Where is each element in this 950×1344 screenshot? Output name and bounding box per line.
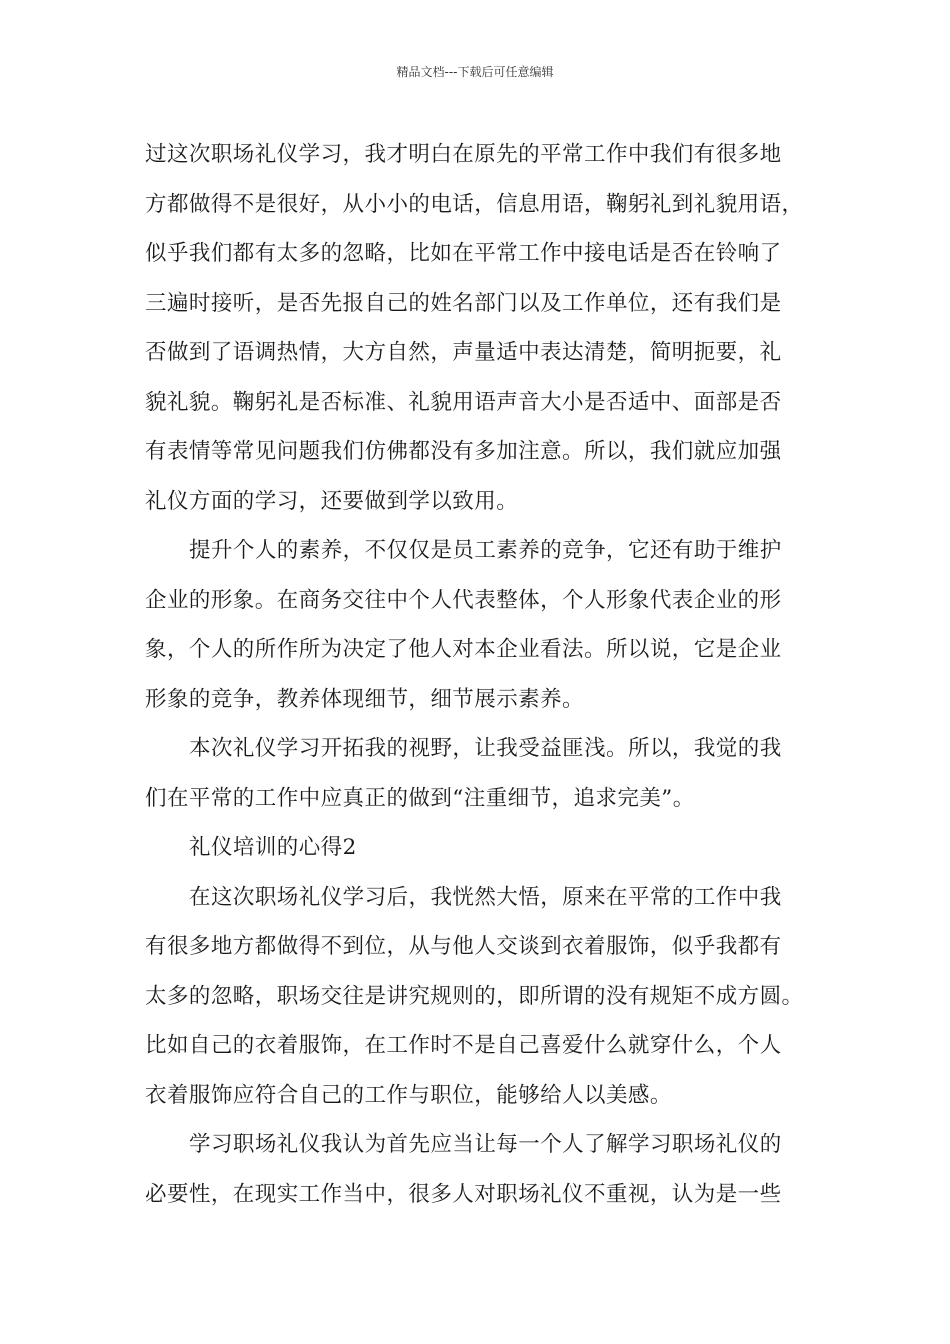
text-line: 们在平常的工作中应真正的做到“注重细节，追求完美”。: [145, 785, 695, 811]
text-line: 三遍时接听，是否先报自己的姓名部门以及工作单位，还有我们是: [145, 290, 782, 316]
section-heading: 礼仪培训的心得2: [189, 835, 357, 860]
text-line: 比如自己的衣着服饰，在工作时不是自己喜爱什么就穿什么，个人: [145, 1033, 782, 1058]
text-line: 象，个人的所作所为决定了他人对本企业看法。所以说，它是企业: [145, 637, 782, 662]
paragraph-start-line: 学习职场礼仪我认为首先应当让每一个人了解学习职场礼仪的: [189, 1132, 782, 1157]
text-line: 礼仪方面的学习，还要做到学以致用。: [145, 488, 519, 514]
text-line: 过这次职场礼仪学习，我才明白在原先的平常工作中我们有很多地: [145, 142, 782, 167]
text-line: 形象的竞争，教养体现细节，细节展示素养。: [145, 686, 585, 712]
text-line: 太多的忽略，职场交往是讲究规则的，即所谓的没有规矩不成方圆。: [145, 983, 804, 1009]
paragraph-start-line: 提升个人的素养，不仅仅是员工素养的竞争，它还有助于维护: [189, 538, 782, 563]
document-body: [145, 130, 820, 1219]
text-line: 衣着服饰应符合自己的工作与职位，能够给人以美感。: [145, 1082, 672, 1108]
text-line: 有很多地方都做得不到位，从与他人交谈到衣着服饰，似乎我都有: [145, 934, 782, 959]
text-line: 必要性，在现实工作当中，很多人对职场礼仪不重视，认为是一些: [145, 1181, 782, 1207]
text-line: 方都做得不是很好，从小小的电话，信息用语，鞠躬礼到礼貌用语，: [145, 191, 804, 217]
paragraph-start-line: 在这次职场礼仪学习后，我恍然大悟，原来在平常的工作中我: [189, 884, 782, 910]
text-line: 貌礼貌。鞠躬礼是否标准、礼貌用语声音大小是否适中、面部是否: [145, 389, 782, 415]
paragraph-start-line: 本次礼仪学习开拓我的视野，让我受益匪浅。所以，我觉的我: [189, 736, 782, 761]
text-line: 否做到了语调热情，大方自然，声量适中表达清楚，简明扼要，礼: [145, 340, 782, 365]
text-line: 企业的形象。在商务交往中个人代表整体，个人形象代表企业的形: [145, 587, 782, 613]
text-line: 有表情等常见问题我们仿佛都没有多加注意。所以，我们就应加强: [145, 439, 782, 464]
text-line: 似乎我们都有太多的忽略，比如在平常工作中接电话是否在铃响了: [145, 241, 782, 266]
page-header: 精品文档---下载后可任意编辑: [396, 65, 554, 79]
